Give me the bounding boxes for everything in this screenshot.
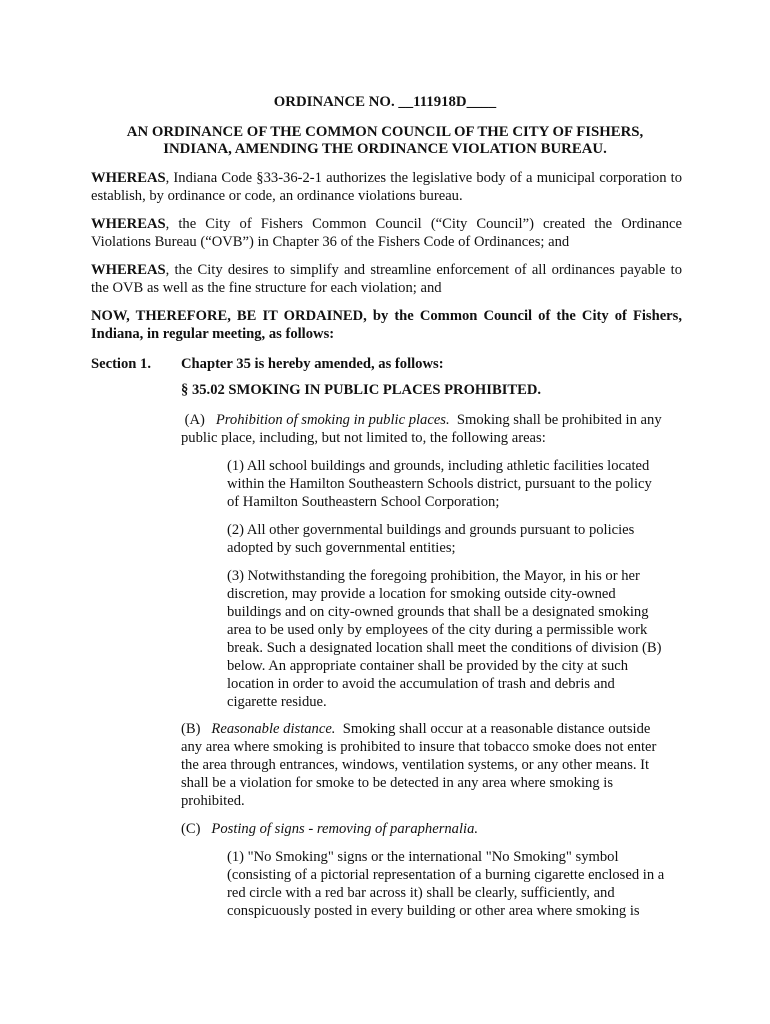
ordained-clause: NOW, THEREFORE, BE IT ORDAINED, by the Common Council of the City of Fishers, Indiana, in regular meeting, as follows: <box>91 308 682 342</box>
item-line: within the Hamilton Southeastern Schools district, pursuant to the policy <box>227 476 652 492</box>
whereas-clause-3 <box>91 261 682 297</box>
paragraph-b-line: any area where smoking is prohibited to insure that tobacco smoke does not enter <box>181 739 657 755</box>
paragraph-b-line <box>181 720 681 738</box>
section-label: Section 1. <box>91 356 151 372</box>
item-line: (1) All school buildings and grounds, including athletic facilities located <box>227 458 650 474</box>
whereas-text: , the City of Fishers Common Council (“City Council”) created the Ordinance Violations Bureau (“OVB”) in Chapter 36 of the Fishers Code of Ordinances; and <box>91 216 682 250</box>
item-line: break. Such a designated location shall meet the conditions of division (B) <box>227 640 662 656</box>
ordinance-subtitle <box>90 124 680 158</box>
paragraph-c-line <box>181 820 681 838</box>
ordinance-number-title: ORDINANCE NO. __111918D____ <box>273 94 497 110</box>
item-line: area to be used only by employees of the city during a permissible work <box>227 622 648 638</box>
paragraph-c-marker: (C) <box>181 821 201 837</box>
code-section-heading: § 35.02 SMOKING IN PUBLIC PLACES PROHIBITED. <box>181 382 542 398</box>
paragraph-a-marker: (A) <box>184 412 205 428</box>
item-line: conspicuously posted in every building or other area where smoking is <box>227 903 640 919</box>
item-line: cigarette residue. <box>227 694 327 710</box>
paragraph-a-line <box>181 411 681 429</box>
paragraph-b-marker: (B) <box>181 721 201 737</box>
paragraph-a <box>181 411 681 447</box>
item-line: red circle with a red bar across it) shall be clearly, sufficiently, and <box>227 885 615 901</box>
item-c1 <box>227 848 682 920</box>
paragraph-b-text: Smoking shall occur at a reasonable distance outside <box>342 721 651 737</box>
paragraph-b-line: shall be a violation for smoke to be detected in any area where smoking is <box>181 775 614 791</box>
item-line: buildings and on city-owned grounds that shall be a designated smoking <box>227 604 649 620</box>
whereas-lead: WHEREAS <box>91 262 166 278</box>
paragraph-b-line: the area through entrances, windows, ventilation systems, or any other means. It <box>181 757 650 773</box>
paragraph-b-title: Reasonable distance. <box>211 721 336 737</box>
paragraph-a-text: Smoking shall be prohibited in any <box>456 412 662 428</box>
item-line: (3) Notwithstanding the foregoing prohibition, the Mayor, in his or her <box>227 568 640 584</box>
item-line: of Hamilton Southeastern School Corporation; <box>227 494 500 510</box>
paragraph-c-title: Posting of signs - removing of paraphernalia. <box>211 821 479 837</box>
subtitle-line: INDIANA, AMENDING THE ORDINANCE VIOLATION BUREAU. <box>163 141 607 157</box>
paragraph-a-title: Prohibition of smoking in public places. <box>215 412 450 428</box>
item-a3 <box>227 567 682 711</box>
paragraph-b <box>181 720 681 810</box>
item-line: (consisting of a pictorial representation of a burning cigarette enclosed in a <box>227 867 665 883</box>
item-a2 <box>227 521 682 557</box>
whereas-text: , the City desires to simplify and streamline enforcement of all ordinances payable to the OVB as well as the fine structure for each violation; and <box>91 262 682 296</box>
item-a1 <box>227 457 682 511</box>
item-line: below. An appropriate container shall be provided by the city at such <box>227 658 629 674</box>
paragraph-c <box>181 820 681 838</box>
item-line: discretion, may provide a location for smoking outside city-owned <box>227 586 616 602</box>
whereas-lead: WHEREAS <box>91 170 166 186</box>
paragraph-a-line: public place, including, but not limited to, the following areas: <box>181 430 546 446</box>
item-line: location in order to avoid the accumulation of trash and debris and <box>227 676 615 692</box>
whereas-clause-2 <box>91 215 682 251</box>
whereas-lead: WHEREAS <box>91 216 166 232</box>
item-line: (2) All other governmental buildings and grounds pursuant to policies <box>227 522 635 538</box>
subtitle-line: AN ORDINANCE OF THE COMMON COUNCIL OF THE CITY OF FISHERS, <box>126 124 644 140</box>
section-heading: Chapter 35 is hereby amended, as follows: <box>181 356 444 372</box>
whereas-text: , Indiana Code §33-36-2-1 authorizes the legislative body of a municipal corporation to establish, by ordinance or code, an ordinance violations bureau. <box>91 170 682 204</box>
item-line: adopted by such governmental entities; <box>227 540 456 556</box>
whereas-clause-1 <box>91 169 682 205</box>
paragraph-b-line: prohibited. <box>181 793 245 809</box>
item-line: (1) "No Smoking" signs or the international "No Smoking" symbol <box>227 849 619 865</box>
